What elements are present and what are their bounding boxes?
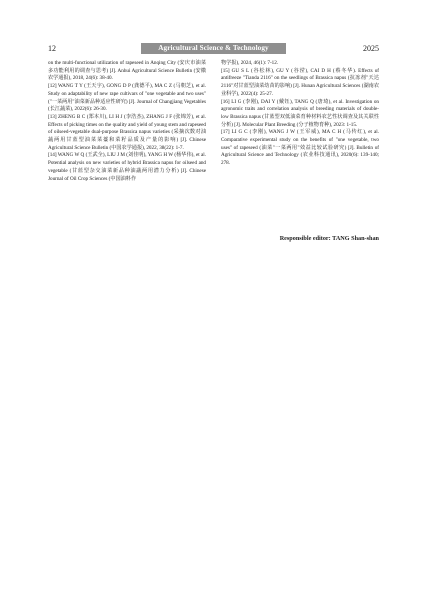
reference-item: [17] LI G C (李刚), WANG J W (王军威), MA C H (马传红), et al. Comparative experimental study on the benefits of "one vegetable, two uses" of rapeseed (油菜"一菜两用"效益比较试验研究) [J]. Bulletin of Agricultural Science and Technology (农业科技通讯), 2020(6): 139-140; 278.	[221, 129, 379, 167]
left-column-references	[48, 60, 206, 183]
right-column-references	[221, 60, 379, 168]
page-number: 12	[48, 44, 56, 53]
responsible-editor: Responsible editor: TANG Shan-shan	[279, 235, 379, 242]
journal-title-bar: Agricultural Science & Technology	[141, 43, 286, 54]
reference-item: [12] WANG T Y (王天宇), GONG D P (龚德平), MA C Z (马朝芝), et al. Study on adaptability of new rape cultivars of "one vegetable and two uses" ("一菜两用"油菜新品种适应性研究) [J]. Journal of Changjiang Vegetables (长江蔬菜), 2022(6): 26-30.	[48, 83, 207, 113]
reference-item: [14] WANG W Q (王武全), LIU J M (刘佳明), YANG H W (杨华伟), et al. Potential analysis on new varieties of hybrid Brassica napus for oilseed and vegetable (甘蓝型杂交油菜新品种油蔬两用潜力分析) [J]. Chinese Journal of Oil Crop Sciences (中国油料作	[48, 152, 206, 182]
year-label: 2025	[363, 44, 379, 53]
reference-item: on the multi-functional utilization of rapeseed in Anqing City (安庆市油菜多功能利用的调查与思考) [J]. Anhui Agricultural Science Bulletin (安徽农学通报), 2018, 24(6): 38-40.	[48, 60, 206, 82]
reference-item: [15] GU S L (谷松林), GU Y (谷滢), CAI D H (蔡冬华). Effects of antifreeze "Tianda 2116" on the seedlings of Brassica napus (抗冻剂"天达 2116"对甘蓝型油菜幼苗的影响) [J]. Hunan Agricultural Sciences (湖南农业科学), 2022(4): 25-27.	[221, 67, 379, 97]
reference-item: [13] ZHENG B C (郑本川), LI H J (李浩杰), ZHANG J F (张锦芳), et al. Effects of picking times on the quality and yield of young stem and rapeseed of oilseed-vegetable dual-purpose Brassica napus varieties (采摘次数对油蔬两用甘蓝型油菜菜薹和菜籽品质及产量的影响) [J]. Chinese Agricultural Science Bulletin (中国农学通报), 2022, 38(22): 1-7.	[48, 113, 206, 151]
page-header	[48, 43, 379, 54]
reference-item: 物学报), 2024, 46(1): 7-12.	[221, 60, 279, 66]
reference-item: [16] LI G (李刚), DAI Y (戴钰), TANG Q (唐琦), et al. Investigation on agronomic traits and correlation analysis of breeding materials of double-low Brassica napus (甘蓝型双低油菜育种材料农艺性状调查及其关联性分析) [J]. Molecular Plant Breeding (分子植物育种), 2023: 1-15.	[221, 98, 379, 128]
